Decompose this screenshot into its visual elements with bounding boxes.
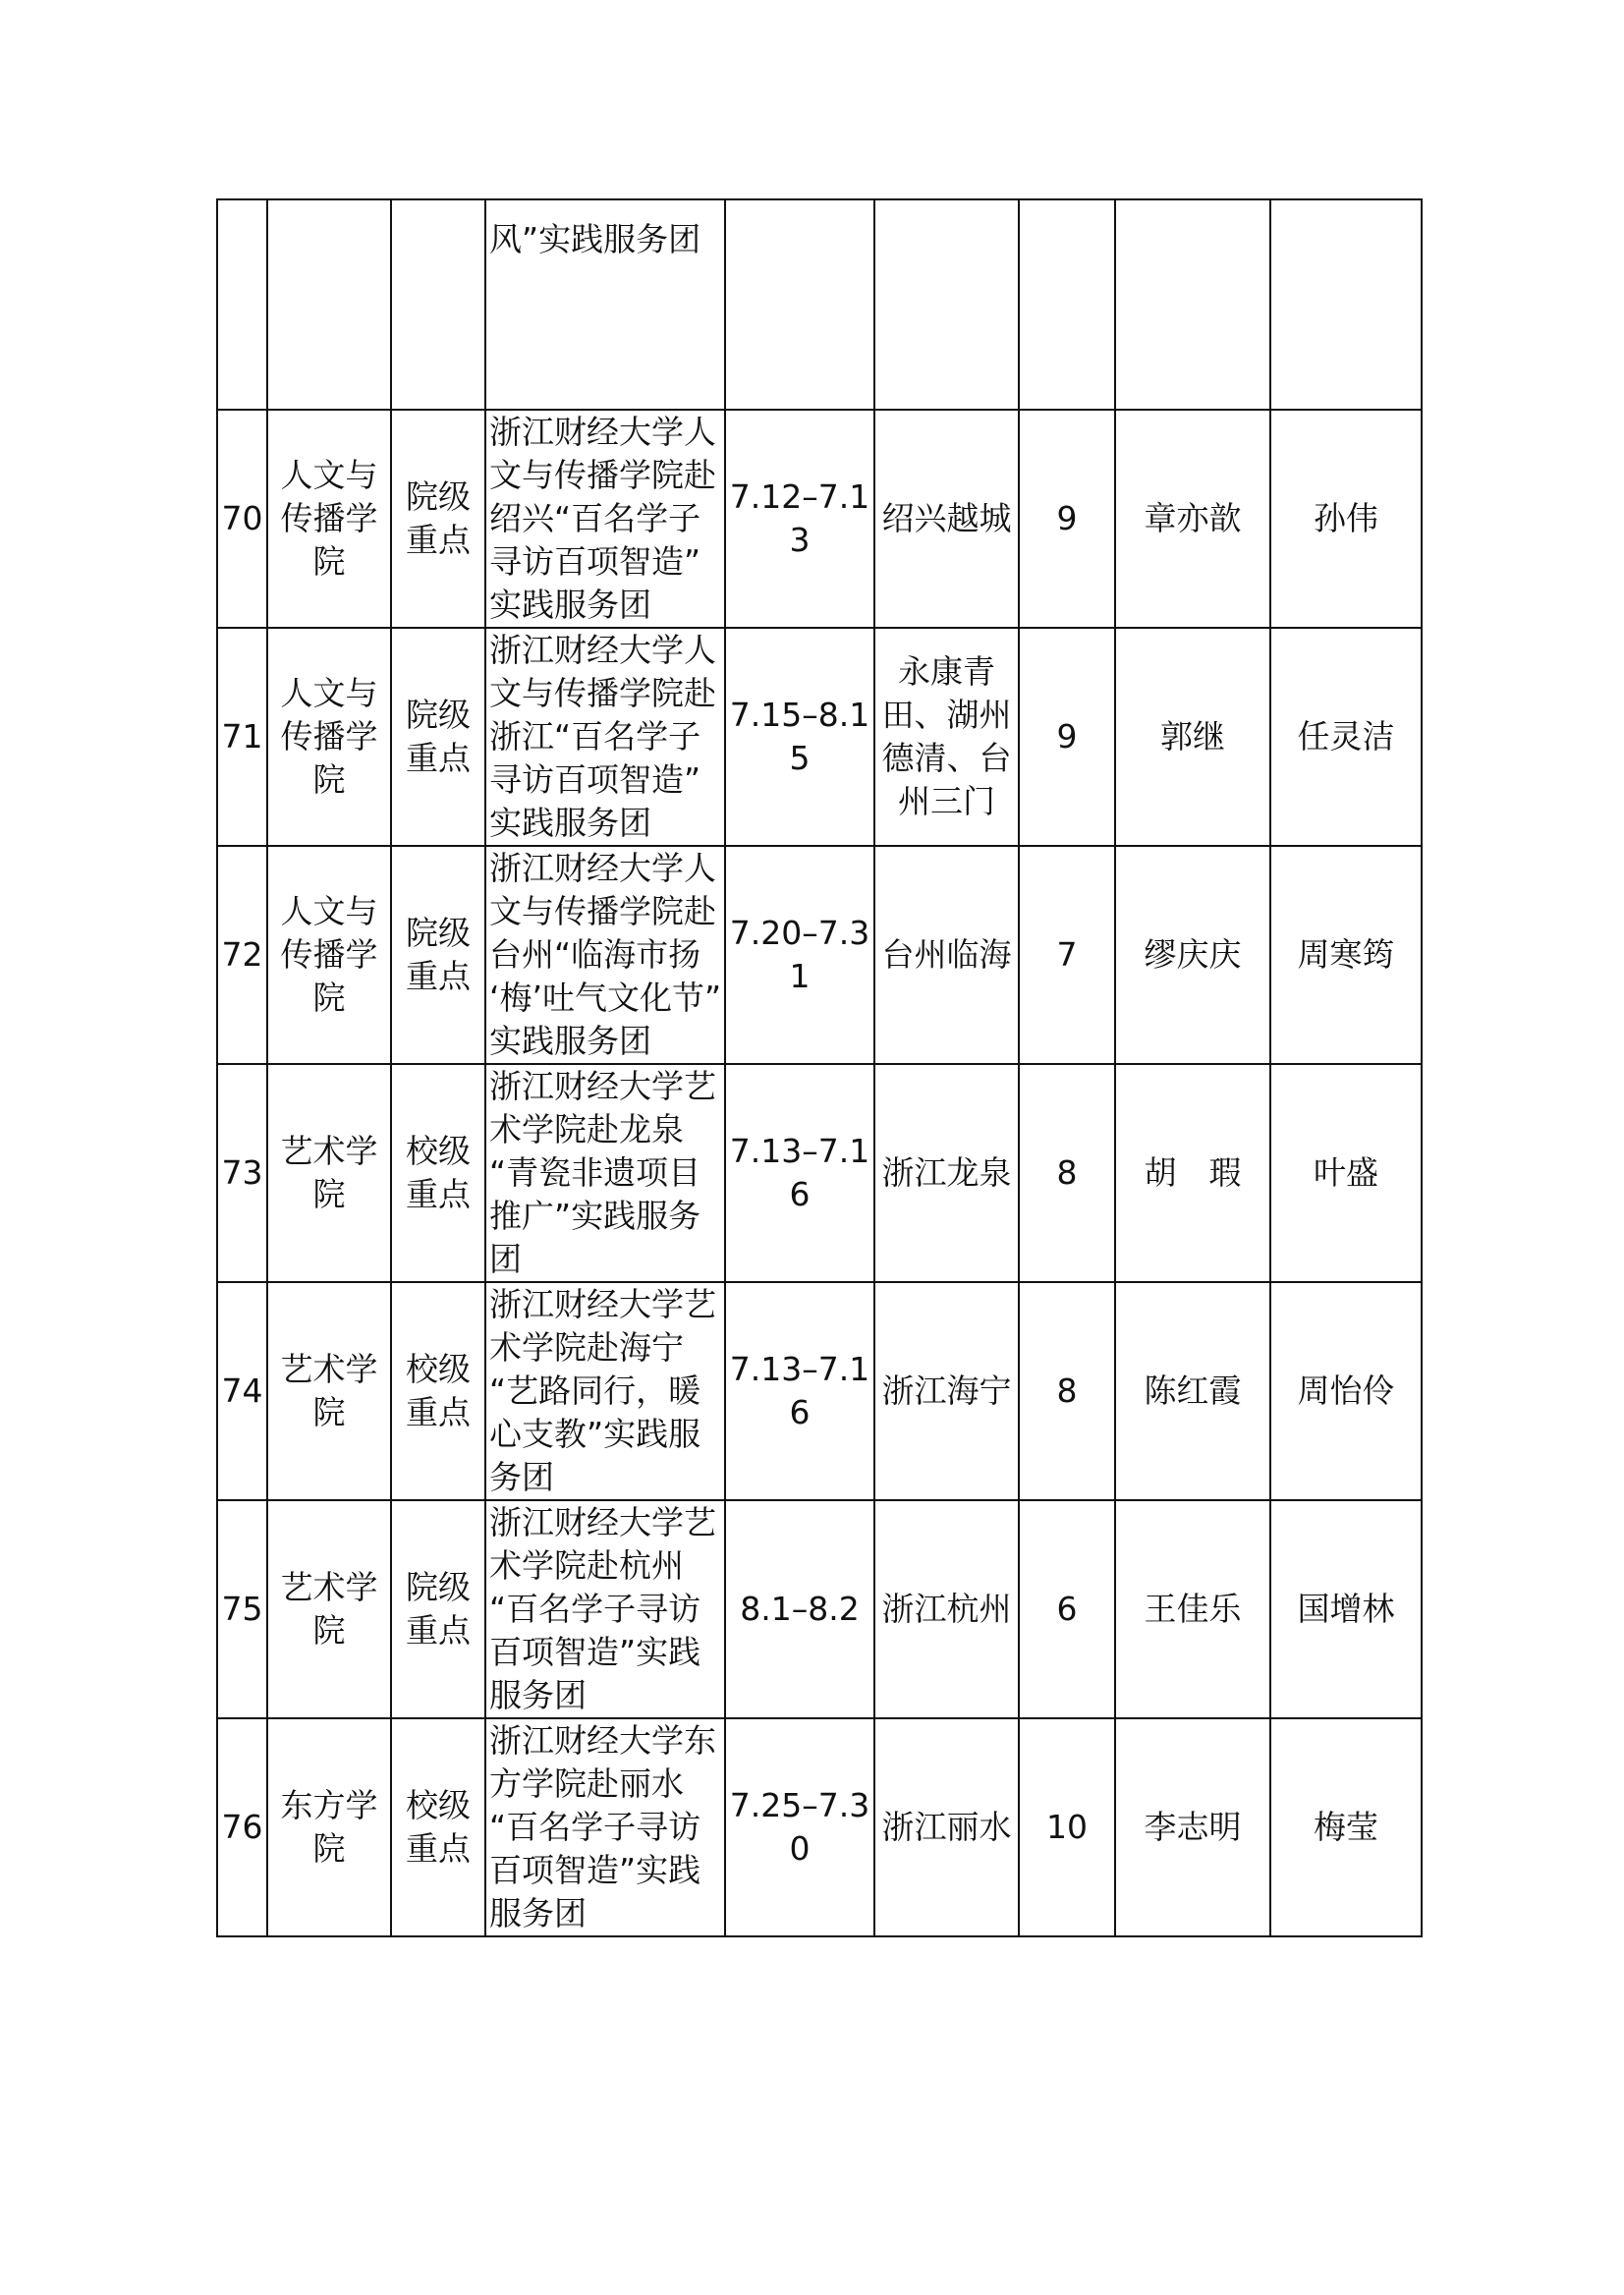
- dates-cell: 7.13–7.16: [725, 1282, 874, 1500]
- table-row: [217, 410, 1422, 628]
- team-name-cell: 浙江财经大学东 方学院赴丽水 “百名学子寻访 百项智造”实践 服务团: [485, 1718, 725, 1936]
- level-cell: 院级 重点: [391, 410, 485, 628]
- leader-cell: 郭继: [1115, 628, 1270, 846]
- leader-cell: 胡 瑕: [1115, 1064, 1270, 1282]
- team-name-cell: 风”实践服务团: [485, 199, 725, 410]
- college-cell: 艺术学 院: [267, 1500, 391, 1718]
- dates-cell: 7.25–7.30: [725, 1718, 874, 1936]
- advisor-cell: 叶盛: [1270, 1064, 1422, 1282]
- level-cell: 院级 重点: [391, 628, 485, 846]
- dates-cell: 8.1–8.2: [725, 1500, 874, 1718]
- advisor-cell: 梅莹: [1270, 1718, 1422, 1936]
- number-cell: 76: [217, 1718, 267, 1936]
- table-row: [217, 846, 1422, 1064]
- dates-cell: 7.13–7.16: [725, 1064, 874, 1282]
- advisor-cell: 国增林: [1270, 1500, 1422, 1718]
- member-count-cell: 10: [1019, 1718, 1115, 1936]
- college-cell: 艺术学 院: [267, 1282, 391, 1500]
- level-cell: 院级 重点: [391, 846, 485, 1064]
- leader-cell: [1115, 199, 1270, 410]
- location-cell: 浙江杭州: [874, 1500, 1019, 1718]
- leader-cell: 缪庆庆: [1115, 846, 1270, 1064]
- number-cell: 71: [217, 628, 267, 846]
- member-count-cell: 8: [1019, 1064, 1115, 1282]
- college-cell: 人文与 传播学 院: [267, 846, 391, 1064]
- advisor-cell: 任灵洁: [1270, 628, 1422, 846]
- level-cell: 校级 重点: [391, 1064, 485, 1282]
- member-count-cell: 9: [1019, 628, 1115, 846]
- member-count-cell: 9: [1019, 410, 1115, 628]
- advisor-cell: 孙伟: [1270, 410, 1422, 628]
- dates-cell: 7.15–8.15: [725, 628, 874, 846]
- number-cell: 75: [217, 1500, 267, 1718]
- team-name-cell: 浙江财经大学人 文与传播学院赴 浙江“百名学子 寻访百项智造” 实践服务团: [485, 628, 725, 846]
- college-cell: 人文与 传播学 院: [267, 628, 391, 846]
- number-cell: [217, 199, 267, 410]
- leader-cell: 李志明: [1115, 1718, 1270, 1936]
- location-cell: 浙江丽水: [874, 1718, 1019, 1936]
- table-row: [217, 1718, 1422, 1936]
- team-name-cell: 浙江财经大学人 文与传播学院赴 台州“临海市扬 ‘梅’吐气文化节” 实践服务团: [485, 846, 725, 1064]
- level-cell: 校级 重点: [391, 1282, 485, 1500]
- advisor-cell: 周怡伶: [1270, 1282, 1422, 1500]
- member-count-cell: 6: [1019, 1500, 1115, 1718]
- team-name-cell: 浙江财经大学人 文与传播学院赴 绍兴“百名学子 寻访百项智造” 实践服务团: [485, 410, 725, 628]
- member-count-cell: [1019, 199, 1115, 410]
- leader-cell: 王佳乐: [1115, 1500, 1270, 1718]
- location-cell: [874, 199, 1019, 410]
- team-name-cell: 浙江财经大学艺 术学院赴杭州 “百名学子寻访 百项智造”实践 服务团: [485, 1500, 725, 1718]
- leader-cell: 章亦歆: [1115, 410, 1270, 628]
- level-cell: [391, 199, 485, 410]
- table-row: [217, 628, 1422, 846]
- advisor-cell: 周寒筠: [1270, 846, 1422, 1064]
- member-count-cell: 8: [1019, 1282, 1115, 1500]
- table-row-continuation: [217, 199, 1422, 410]
- team-name-cell: 浙江财经大学艺 术学院赴海宁 “艺路同行，暖 心支教”实践服 务团: [485, 1282, 725, 1500]
- number-cell: 74: [217, 1282, 267, 1500]
- dates-cell: [725, 199, 874, 410]
- team-name-cell: 浙江财经大学艺 术学院赴龙泉 “青瓷非遗项目 推广”实践服务 团: [485, 1064, 725, 1282]
- leader-cell: 陈红霞: [1115, 1282, 1270, 1500]
- table-row: [217, 1282, 1422, 1500]
- dates-cell: 7.20–7.31: [725, 846, 874, 1064]
- location-cell: 绍兴越城: [874, 410, 1019, 628]
- number-cell: 73: [217, 1064, 267, 1282]
- location-cell: 浙江龙泉: [874, 1064, 1019, 1282]
- college-cell: 东方学 院: [267, 1718, 391, 1936]
- college-cell: [267, 199, 391, 410]
- table-row: [217, 1064, 1422, 1282]
- advisor-cell: [1270, 199, 1422, 410]
- dates-cell: 7.12–7.13: [725, 410, 874, 628]
- member-count-cell: 7: [1019, 846, 1115, 1064]
- project-table: [216, 198, 1423, 1937]
- location-cell: 台州临海: [874, 846, 1019, 1064]
- number-cell: 72: [217, 846, 267, 1064]
- college-cell: 人文与 传播学 院: [267, 410, 391, 628]
- location-cell: 永康青 田、湖州 德清、台 州三门: [874, 628, 1019, 846]
- location-cell: 浙江海宁: [874, 1282, 1019, 1500]
- college-cell: 艺术学 院: [267, 1064, 391, 1282]
- table-row: [217, 1500, 1422, 1718]
- level-cell: 校级 重点: [391, 1718, 485, 1936]
- level-cell: 院级 重点: [391, 1500, 485, 1718]
- number-cell: 70: [217, 410, 267, 628]
